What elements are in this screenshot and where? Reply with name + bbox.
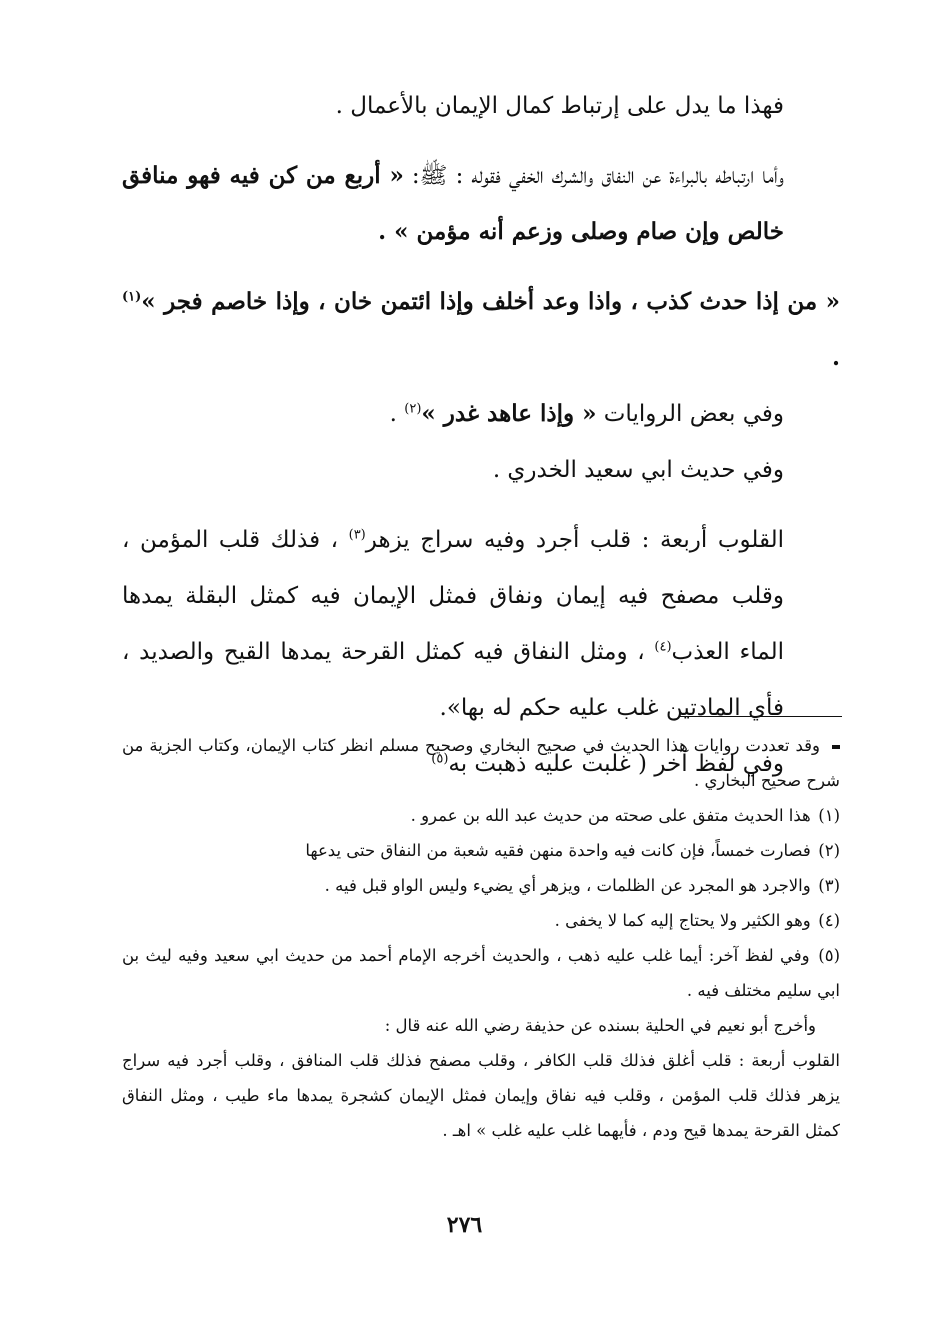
- paragraph-4-intro: وفي بعض الروايات: [596, 401, 784, 427]
- page-number: ٢٧٦: [446, 1212, 483, 1238]
- footnote-3-number: (٣): [818, 876, 840, 895]
- paragraph-3-end: .: [831, 344, 840, 371]
- footnote-5-number: (٥): [818, 946, 840, 965]
- footnote-2-text: فصارت خمساً، فإن كانت فيه واحدة منهن فقيه شعبة من النفاق حتى يدعها: [305, 841, 811, 860]
- footnote-star: [122, 728, 840, 798]
- footnote-1-text: هذا الحديث متفق على صحته من حديث عبد الله بن عمرو .: [410, 806, 811, 825]
- footnote-5-quote: [122, 1043, 840, 1148]
- paragraph-6-part-b: ، فذلك قلب المؤمن ، وقلب مصفح فيه إيمان ونفاق فمثل الإيمان فيه كمثل البقلة يمدها الماء العذب: [122, 527, 784, 665]
- footnote-2: [122, 833, 840, 868]
- footnotes: [122, 728, 840, 1148]
- footnote-ref-1: (١): [122, 289, 142, 305]
- footnote-ref-5: (٥): [431, 751, 449, 767]
- paragraph-4: [122, 386, 840, 442]
- paragraph-5: [122, 442, 840, 498]
- footnote-divider: [680, 716, 842, 717]
- paragraph-7-text: وفي لفظ آخر ( غلبت عليه ذهبت به: [448, 751, 784, 777]
- footnote-ref-4: (٤): [654, 639, 672, 655]
- paragraph-6-part-a: القلوب أربعة : قلب أجرد وفيه سراج يزهر: [365, 527, 784, 553]
- paragraph-2-intro: وأما ارتباطه بالبراءة عن النفاق والشرك الخفي فقوله : ﷺ:: [403, 163, 784, 189]
- footnote-5-text: وفي لفظ آخر: أيما غلب عليه ذهب ، والحديث أخرجه الإمام أحمد من حديث ابي سعيد وفيه ليث بن ابي سليم مختلف فيه .: [122, 946, 840, 1000]
- paragraph-1: [122, 78, 840, 134]
- footnote-4: [122, 903, 840, 938]
- footnote-4-number: (٤): [818, 911, 840, 930]
- footnote-ref-2: (٢): [404, 401, 422, 417]
- hadith-continuation: « من إذا حدث كذب ، واذا وعد أخلف وإذا ائتمن خان ، وإذا خاصم فجر »: [141, 288, 840, 315]
- footnote-marker-icon: [832, 745, 840, 749]
- footnote-5: [122, 938, 840, 1008]
- footnote-3: [122, 868, 840, 903]
- paragraph-4-quote: « وإذا عاهد غدر »: [421, 400, 597, 427]
- hadith-quote: « أربع من كن فيه فهو منافق خالص وإن صام وصلى وزعم أنه مؤمن » .: [122, 162, 784, 245]
- paragraph-2: [122, 148, 840, 260]
- footnote-5-source-text: وأخرج أبو نعيم في الحلية بسنده عن حذيفة رضي الله عنه قال :: [384, 1016, 816, 1035]
- footnote-1-number: (١): [818, 806, 840, 825]
- footnote-5-continued: [122, 1008, 840, 1043]
- paragraph-3: [122, 274, 840, 386]
- paragraph-1-text: فهذا ما يدل على إرتباط كمال الإيمان بالأعمال .: [335, 93, 784, 119]
- paragraph-5-text: وفي حديث ابي سعيد الخدري .: [492, 457, 784, 483]
- footnote-4-text: وهو الكثير ولا يحتاج إليه كما لا يخفى .: [554, 911, 811, 930]
- footnote-star-text: وقد تعددت روايات هذا الحديث في صحيح البخاري وصحيح مسلم انظر كتاب الإيمان، وكتاب الجزية من شرح صحيح البخاري .: [122, 736, 840, 790]
- footnote-3-text: والاجرد هو المجرد عن الظلمات ، ويزهر أي يضيء وليس الواو قبل فيه .: [324, 876, 811, 895]
- footnote-5-quote-text: القلوب أربعة : قلب أغلق فذلك قلب الكافر ، وقلب مصفح فذلك قلب المنافق ، وقلب أجرد فيه سراج يزهر فذلك قلب المؤمن ، وقلب فيه نفاق وإيمان فمثل الإيمان كشجرة يمدها ماء طيب ، ومثل النفاق كمثل القرحة يمدها قيح ودم ، فأيهما غلب عليه غلب » اهـ .: [122, 1051, 840, 1140]
- paragraph-6: [122, 512, 840, 736]
- footnote-2-number: (٢): [818, 841, 840, 860]
- paragraph-6-part-c: ، ومثل النفاق فيه كمثل القرحة يمدها القيح والصديد ، فأي المادتين غلب عليه حكم له بها».: [122, 639, 784, 721]
- paragraph-4-end: .: [389, 401, 405, 427]
- main-text: [122, 78, 840, 792]
- footnote-1: [122, 798, 840, 833]
- footnote-ref-3: (٣): [348, 527, 366, 543]
